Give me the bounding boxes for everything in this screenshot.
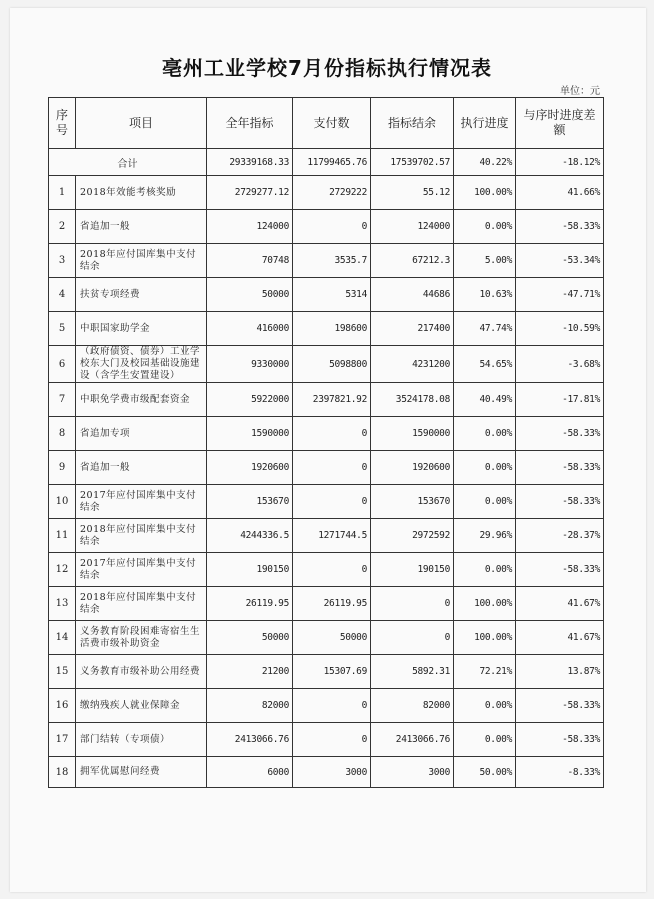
row-progress: 100.00% <box>454 176 516 210</box>
header-paid: 支付数 <box>293 98 371 149</box>
row-progress: 40.49% <box>454 383 516 417</box>
table-row <box>49 244 604 278</box>
row-progress: 0.00% <box>454 210 516 244</box>
row-diff: 41.66% <box>516 176 604 210</box>
row-diff: -58.33% <box>516 553 604 587</box>
row-item: 2017年应付国库集中支付结余 <box>76 485 207 519</box>
page-title: 亳州工业学校7月份指标执行情况表 <box>162 56 492 80</box>
row-balance: 2413066.76 <box>371 723 454 757</box>
row-item: 缴纳残疾人就业保障金 <box>76 689 207 723</box>
row-diff: -58.33% <box>516 417 604 451</box>
total-diff: -18.12% <box>516 149 604 176</box>
row-annual: 2413066.76 <box>207 723 293 757</box>
total-annual: 29339168.33 <box>207 149 293 176</box>
row-annual: 6000 <box>207 757 293 788</box>
row-no: 7 <box>49 383 76 417</box>
row-annual: 50000 <box>207 278 293 312</box>
row-progress: 5.00% <box>454 244 516 278</box>
row-paid: 0 <box>293 723 371 757</box>
row-annual: 124000 <box>207 210 293 244</box>
row-paid: 3000 <box>293 757 371 788</box>
row-item: 中职国家助学金 <box>76 312 207 346</box>
table-row <box>49 621 604 655</box>
row-item: （政府债资、债券）工业学校东大门及校园基础设施建设（含学生安置建设） <box>76 346 207 383</box>
row-item: 义务教育市级补助公用经费 <box>76 655 207 689</box>
budget-execution-table <box>48 97 604 788</box>
row-balance: 82000 <box>371 689 454 723</box>
row-no: 11 <box>49 519 76 553</box>
table-row <box>49 485 604 519</box>
row-item: 拥军优属慰问经费 <box>76 757 207 788</box>
row-diff: -28.37% <box>516 519 604 553</box>
row-annual: 1590000 <box>207 417 293 451</box>
row-no: 18 <box>49 757 76 788</box>
row-progress: 100.00% <box>454 621 516 655</box>
row-no: 2 <box>49 210 76 244</box>
row-no: 13 <box>49 587 76 621</box>
header-balance: 指标结余 <box>371 98 454 149</box>
row-progress: 10.63% <box>454 278 516 312</box>
row-item: 2018年应付国库集中支付结余 <box>76 244 207 278</box>
row-paid: 5314 <box>293 278 371 312</box>
table-row <box>49 312 604 346</box>
row-item: 省追加一般 <box>76 210 207 244</box>
table-row <box>49 587 604 621</box>
row-balance: 190150 <box>371 553 454 587</box>
row-paid: 0 <box>293 210 371 244</box>
row-balance: 3524178.08 <box>371 383 454 417</box>
header-progress: 执行进度 <box>454 98 516 149</box>
row-item: 2018年效能考核奖励 <box>76 176 207 210</box>
table-row <box>49 757 604 788</box>
row-balance: 0 <box>371 587 454 621</box>
row-paid: 0 <box>293 485 371 519</box>
row-no: 4 <box>49 278 76 312</box>
table-row <box>49 519 604 553</box>
row-paid: 0 <box>293 553 371 587</box>
table-row <box>49 655 604 689</box>
table-row <box>49 689 604 723</box>
row-diff: -8.33% <box>516 757 604 788</box>
row-no: 1 <box>49 176 76 210</box>
row-paid: 2729222 <box>293 176 371 210</box>
row-no: 15 <box>49 655 76 689</box>
row-progress: 0.00% <box>454 553 516 587</box>
row-annual: 1920600 <box>207 451 293 485</box>
table-row <box>49 346 604 383</box>
table-row <box>49 210 604 244</box>
row-no: 16 <box>49 689 76 723</box>
row-diff: 41.67% <box>516 587 604 621</box>
row-no: 9 <box>49 451 76 485</box>
header-item: 项目 <box>76 98 207 149</box>
row-diff: -3.68% <box>516 346 604 383</box>
row-diff: -17.81% <box>516 383 604 417</box>
row-no: 12 <box>49 553 76 587</box>
total-progress: 40.22% <box>454 149 516 176</box>
row-balance: 0 <box>371 621 454 655</box>
row-progress: 0.00% <box>454 451 516 485</box>
row-balance: 67212.3 <box>371 244 454 278</box>
row-progress: 100.00% <box>454 587 516 621</box>
table-row <box>49 723 604 757</box>
row-annual: 50000 <box>207 621 293 655</box>
row-progress: 47.74% <box>454 312 516 346</box>
row-no: 6 <box>49 346 76 383</box>
row-diff: -58.33% <box>516 210 604 244</box>
row-annual: 190150 <box>207 553 293 587</box>
row-item: 省追加专项 <box>76 417 207 451</box>
row-paid: 5098800 <box>293 346 371 383</box>
row-paid: 26119.95 <box>293 587 371 621</box>
row-progress: 0.00% <box>454 485 516 519</box>
total-balance: 17539702.57 <box>371 149 454 176</box>
row-diff: -58.33% <box>516 689 604 723</box>
row-balance: 217400 <box>371 312 454 346</box>
total-paid: 11799465.76 <box>293 149 371 176</box>
row-progress: 72.21% <box>454 655 516 689</box>
row-paid: 50000 <box>293 621 371 655</box>
table-row <box>49 553 604 587</box>
row-annual: 4244336.5 <box>207 519 293 553</box>
table-row <box>49 383 604 417</box>
row-paid: 3535.7 <box>293 244 371 278</box>
table-row <box>49 176 604 210</box>
row-item: 2018年应付国库集中支付结余 <box>76 587 207 621</box>
row-paid: 1271744.5 <box>293 519 371 553</box>
row-diff: -53.34% <box>516 244 604 278</box>
row-annual: 70748 <box>207 244 293 278</box>
row-paid: 2397821.92 <box>293 383 371 417</box>
row-no: 3 <box>49 244 76 278</box>
header-no: 序号 <box>49 98 76 149</box>
unit-label: 单位：元 <box>560 86 600 97</box>
row-annual: 5922000 <box>207 383 293 417</box>
header-row <box>49 98 604 149</box>
row-diff: -47.71% <box>516 278 604 312</box>
row-progress: 29.96% <box>454 519 516 553</box>
row-item: 2018年应付国库集中支付结余 <box>76 519 207 553</box>
row-item: 义务教育阶段困难寄宿生生活费市级补助资金 <box>76 621 207 655</box>
row-annual: 9330000 <box>207 346 293 383</box>
row-diff: -10.59% <box>516 312 604 346</box>
row-balance: 44686 <box>371 278 454 312</box>
header-diff: 与序时进度差额 <box>516 98 604 149</box>
row-diff: -58.33% <box>516 723 604 757</box>
row-item: 中职免学费市级配套资金 <box>76 383 207 417</box>
row-annual: 153670 <box>207 485 293 519</box>
row-balance: 2972592 <box>371 519 454 553</box>
row-paid: 15307.69 <box>293 655 371 689</box>
total-row <box>49 149 604 176</box>
row-diff: 13.87% <box>516 655 604 689</box>
row-balance: 55.12 <box>371 176 454 210</box>
row-no: 10 <box>49 485 76 519</box>
row-paid: 198600 <box>293 312 371 346</box>
row-no: 14 <box>49 621 76 655</box>
row-paid: 0 <box>293 417 371 451</box>
row-progress: 0.00% <box>454 417 516 451</box>
row-paid: 0 <box>293 451 371 485</box>
table-row <box>49 278 604 312</box>
row-progress: 54.65% <box>454 346 516 383</box>
row-no: 8 <box>49 417 76 451</box>
table-row <box>49 417 604 451</box>
row-balance: 153670 <box>371 485 454 519</box>
total-label: 合计 <box>49 149 207 176</box>
row-progress: 0.00% <box>454 723 516 757</box>
row-diff: -58.33% <box>516 485 604 519</box>
row-balance: 1590000 <box>371 417 454 451</box>
row-item: 2017年应付国库集中支付结余 <box>76 553 207 587</box>
row-diff: 41.67% <box>516 621 604 655</box>
row-paid: 0 <box>293 689 371 723</box>
row-item: 部门结转（专项债） <box>76 723 207 757</box>
row-annual: 26119.95 <box>207 587 293 621</box>
row-item: 省追加一般 <box>76 451 207 485</box>
row-balance: 4231200 <box>371 346 454 383</box>
row-balance: 3000 <box>371 757 454 788</box>
table-row <box>49 451 604 485</box>
row-no: 17 <box>49 723 76 757</box>
row-progress: 0.00% <box>454 689 516 723</box>
header-annual: 全年指标 <box>207 98 293 149</box>
row-progress: 50.00% <box>454 757 516 788</box>
row-balance: 1920600 <box>371 451 454 485</box>
row-diff: -58.33% <box>516 451 604 485</box>
row-balance: 124000 <box>371 210 454 244</box>
row-annual: 416000 <box>207 312 293 346</box>
row-annual: 21200 <box>207 655 293 689</box>
row-annual: 82000 <box>207 689 293 723</box>
row-balance: 5892.31 <box>371 655 454 689</box>
row-item: 扶贫专项经费 <box>76 278 207 312</box>
row-no: 5 <box>49 312 76 346</box>
row-annual: 2729277.12 <box>207 176 293 210</box>
